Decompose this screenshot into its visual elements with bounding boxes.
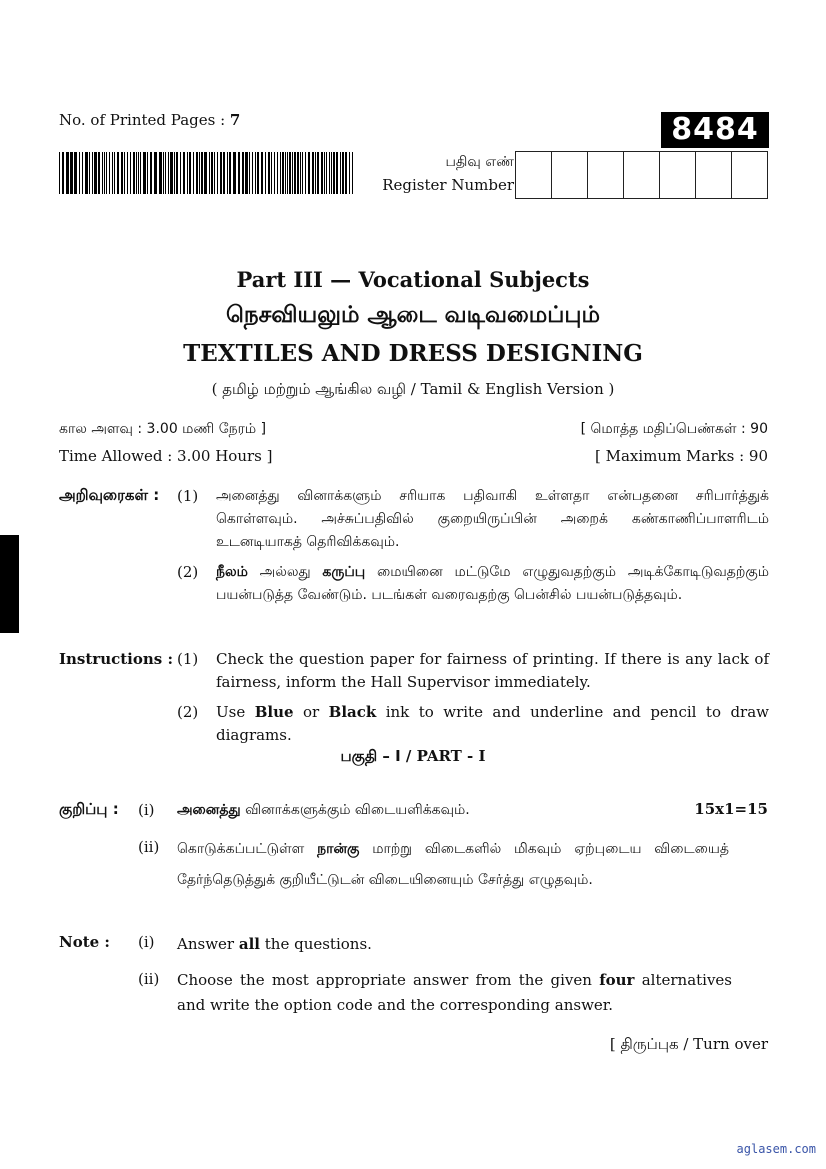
barcode-bar bbox=[59, 152, 60, 194]
register-digit-box[interactable] bbox=[588, 152, 624, 198]
barcode-bar bbox=[170, 152, 173, 194]
barcode-bar bbox=[214, 152, 215, 194]
note-text-english-2: Choose the most appropriate answer from the given four alternatives and write the option code and the corresponding answer. bbox=[177, 971, 733, 1014]
barcode-bar bbox=[89, 152, 90, 194]
barcode-bar bbox=[133, 152, 135, 194]
ink-blue-english: Blue bbox=[254, 703, 294, 721]
barcode-bar bbox=[312, 152, 314, 194]
barcode-bar bbox=[249, 152, 250, 194]
barcode-bar bbox=[220, 152, 222, 194]
barcode-bar bbox=[289, 152, 291, 194]
printed-pages: No. of Printed Pages : 7 bbox=[59, 111, 241, 129]
time-allowed-tamil: கால அளவு : 3.00 மணி நேரம் ] bbox=[59, 421, 267, 437]
barcode-bar bbox=[261, 152, 263, 194]
barcode-bar bbox=[121, 152, 123, 194]
barcode-bar bbox=[130, 152, 131, 194]
register-digit-box[interactable] bbox=[624, 152, 660, 198]
barcode-bar bbox=[165, 152, 166, 194]
barcode-bar bbox=[294, 152, 296, 194]
ink-black-tamil: கருப்பு bbox=[322, 564, 366, 580]
instruction-number: (1) bbox=[177, 650, 199, 668]
barcode-bar bbox=[271, 152, 272, 194]
barcode-bar bbox=[98, 152, 100, 194]
version-note: ( தமிழ் மற்றும் ஆங்கில வழி / Tamil & English Version ) bbox=[211, 380, 615, 398]
barcode-bar bbox=[252, 152, 253, 194]
barcode-bar bbox=[345, 152, 347, 194]
barcode-bar bbox=[209, 152, 210, 194]
note-label-tamil: குறிப்பு : bbox=[59, 800, 119, 818]
barcode-bar bbox=[204, 152, 207, 194]
instruction-text-english-1: Check the question paper for fairness of printing. If there is any lack of fairness, inform the Hall Supervisor immediately. bbox=[216, 650, 769, 691]
barcode-bar bbox=[336, 152, 338, 194]
barcode-bar bbox=[274, 152, 275, 194]
barcode bbox=[59, 152, 354, 194]
barcode-bar bbox=[85, 152, 88, 194]
barcode-bar bbox=[193, 152, 194, 194]
watermark: aglasem.com bbox=[736, 1142, 816, 1156]
printed-pages-count: 7 bbox=[229, 111, 241, 129]
note-text-tamil-2: கொடுக்கப்பட்டுள்ள நான்கு மாற்று விடைகளில் மிகவும் ஏற்புடைய விடையைத் தேர்ந்தெடுத்துக் குறியீட்டுடன் விடையினையும் சேர்த்து எழுதவும். bbox=[177, 841, 729, 888]
barcode-bar bbox=[159, 152, 162, 194]
barcode-bar bbox=[189, 152, 191, 194]
barcode-bar bbox=[242, 152, 244, 194]
note-number: (ii) bbox=[138, 970, 160, 988]
register-label-tamil: பதிவு எண் bbox=[445, 154, 514, 170]
barcode-bar bbox=[187, 152, 188, 194]
note-number: (i) bbox=[138, 933, 155, 951]
barcode-bar bbox=[150, 152, 152, 194]
max-marks-tamil: [ மொத்த மதிப்பெண்கள் : 90 bbox=[580, 421, 768, 437]
ink-blue-tamil: நீலம் bbox=[216, 564, 248, 580]
barcode-bar bbox=[255, 152, 256, 194]
barcode-bar bbox=[62, 152, 64, 194]
barcode-bar bbox=[183, 152, 185, 194]
instruction-text-tamil-2: நீலம் அல்லது கருப்பு மையினை மட்டுமே எழுதுவதற்கும் அடிக்கோடிடுவதற்கும் பயன்படுத்த வேண்டும். படங்கள் வரைவதற்கு பென்சில் பயன்படுத்தவும். bbox=[216, 564, 769, 603]
barcode-bar bbox=[265, 152, 266, 194]
barcode-bar bbox=[317, 152, 319, 194]
barcode-bar bbox=[342, 152, 344, 194]
register-number-boxes bbox=[515, 151, 768, 199]
barcode-bar bbox=[233, 152, 236, 194]
barcode-bar bbox=[168, 152, 169, 194]
barcode-bar bbox=[138, 152, 139, 194]
subject-title-english: TEXTILES AND DRESS DESIGNING bbox=[183, 340, 643, 367]
register-digit-box[interactable] bbox=[660, 152, 696, 198]
barcode-bar bbox=[106, 152, 107, 194]
barcode-bar bbox=[287, 152, 288, 194]
time-allowed-english: Time Allowed : 3.00 Hours ] bbox=[59, 447, 273, 465]
barcode-bar bbox=[245, 152, 248, 194]
section-marks: 15x1=15 bbox=[694, 800, 768, 818]
barcode-bar bbox=[176, 152, 178, 194]
register-digit-box[interactable] bbox=[516, 152, 552, 198]
barcode-bar bbox=[277, 152, 278, 194]
barcode-bar bbox=[268, 152, 270, 194]
register-digit-box[interactable] bbox=[552, 152, 588, 198]
register-label-english: Register Number bbox=[382, 176, 514, 194]
barcode-bar bbox=[331, 152, 332, 194]
barcode-bar bbox=[282, 152, 284, 194]
barcode-bar bbox=[326, 152, 327, 194]
note-number: (ii) bbox=[138, 838, 160, 856]
barcode-bar bbox=[349, 152, 350, 194]
barcode-bar bbox=[280, 152, 281, 194]
barcode-bar bbox=[143, 152, 146, 194]
barcode-bar bbox=[333, 152, 335, 194]
register-digit-box[interactable] bbox=[696, 152, 732, 198]
barcode-bar bbox=[147, 152, 148, 194]
barcode-bar bbox=[163, 152, 164, 194]
barcode-bar bbox=[79, 152, 80, 194]
barcode-bar bbox=[285, 152, 286, 194]
barcode-bar bbox=[352, 152, 353, 194]
barcode-bar bbox=[66, 152, 69, 194]
instructions-label-english: Instructions : bbox=[59, 650, 173, 668]
barcode-bar bbox=[74, 152, 77, 194]
instruction-text-tamil-1: அனைத்து வினாக்களும் சரியாக பதிவாகி உள்ளதா என்பதனை சரிபார்த்துக் கொள்ளவும். அச்சுப்பதிவில் குறையிருப்பின் அறைக் கண்காணிப்பாளரிடம் உடனடியாகத் தெரிவிக்கவும். bbox=[216, 488, 769, 550]
barcode-bar bbox=[257, 152, 259, 194]
barcode-bar bbox=[324, 152, 325, 194]
turn-over: [ திருப்புக / Turn over bbox=[609, 1035, 768, 1053]
barcode-bar bbox=[211, 152, 213, 194]
instruction-text-english-2: Use Blue or Black ink to write and underline and pencil to draw diagrams. bbox=[216, 703, 769, 744]
part-title: Part III — Vocational Subjects bbox=[236, 267, 590, 292]
barcode-bar bbox=[201, 152, 203, 194]
instructions-label-tamil: அறிவுரைகள் : bbox=[59, 486, 160, 504]
paper-code: 8484 bbox=[661, 112, 769, 148]
barcode-bar bbox=[70, 152, 73, 194]
note-text-english-1: Answer all the questions. bbox=[177, 935, 372, 953]
barcode-bar bbox=[315, 152, 316, 194]
note-number: (i) bbox=[138, 801, 155, 819]
part-heading: பகுதி – I / PART - I bbox=[340, 747, 486, 765]
barcode-bar bbox=[238, 152, 240, 194]
ink-black-english: Black bbox=[328, 703, 377, 721]
note-text-tamil-1: அனைத்து வினாக்களுக்கும் விடையளிக்கவும். bbox=[177, 802, 470, 818]
barcode-bar bbox=[92, 152, 93, 194]
barcode-bar bbox=[297, 152, 299, 194]
barcode-bar bbox=[340, 152, 341, 194]
barcode-bar bbox=[329, 152, 330, 194]
instruction-number: (2) bbox=[177, 703, 199, 721]
barcode-bar bbox=[223, 152, 225, 194]
side-marker bbox=[0, 535, 19, 633]
barcode-bar bbox=[109, 152, 110, 194]
barcode-bar bbox=[199, 152, 200, 194]
barcode-bar bbox=[292, 152, 293, 194]
barcode-bar bbox=[140, 152, 141, 194]
barcode-bar bbox=[104, 152, 105, 194]
barcode-bar bbox=[102, 152, 103, 194]
barcode-bar bbox=[127, 152, 128, 194]
barcode-bar bbox=[154, 152, 157, 194]
barcode-bar bbox=[308, 152, 310, 194]
barcode-bar bbox=[217, 152, 218, 194]
barcode-bar bbox=[124, 152, 125, 194]
barcode-bar bbox=[321, 152, 323, 194]
barcode-bar bbox=[117, 152, 119, 194]
barcode-bar bbox=[229, 152, 231, 194]
barcode-bar bbox=[136, 152, 137, 194]
instruction-number: (1) bbox=[177, 487, 199, 505]
barcode-bar bbox=[112, 152, 113, 194]
barcode-bar bbox=[227, 152, 228, 194]
barcode-bar bbox=[114, 152, 115, 194]
note-label-english: Note : bbox=[59, 933, 110, 951]
barcode-bar bbox=[82, 152, 83, 194]
barcode-bar bbox=[196, 152, 198, 194]
barcode-bar bbox=[180, 152, 181, 194]
subject-title-tamil: நெசவியலும் ஆடை வடிவமைப்பும் bbox=[226, 302, 600, 328]
barcode-bar bbox=[300, 152, 301, 194]
max-marks-english: [ Maximum Marks : 90 bbox=[595, 447, 768, 465]
barcode-bar bbox=[305, 152, 306, 194]
barcode-bar bbox=[94, 152, 97, 194]
barcode-bar bbox=[302, 152, 303, 194]
barcode-bar bbox=[174, 152, 175, 194]
instruction-number: (2) bbox=[177, 563, 199, 581]
register-digit-box[interactable] bbox=[732, 152, 767, 198]
